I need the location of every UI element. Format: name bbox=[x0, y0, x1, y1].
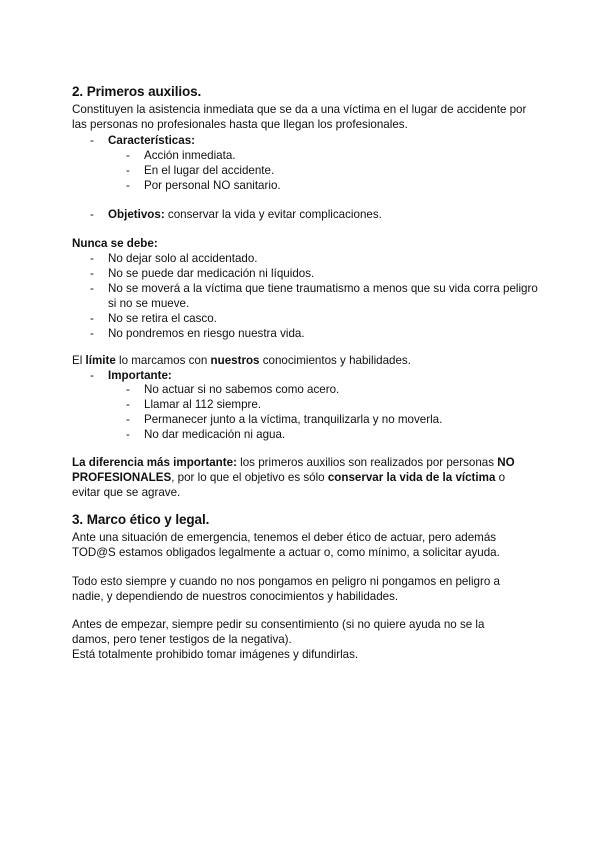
section-3-paragraph-1: Ante una situación de emergencia, tenemos el deber ético de actuar, pero además TOD@S estamos obligados legalmente a actuar o, como mínimo, a solicitar ayuda. bbox=[72, 531, 500, 559]
section-3-paragraph-4: Está totalmente prohibido tomar imágenes y difundirlas. bbox=[72, 648, 359, 661]
importante-item: Permanecer junto a la víctima, tranquilizarla y no moverla. bbox=[144, 413, 443, 426]
importante-item: No dar medicación ni agua. bbox=[144, 428, 286, 441]
nunca-item-continuation: si no se mueve. bbox=[108, 297, 190, 310]
bullet-dash: - bbox=[126, 179, 130, 192]
bullet-dash: - bbox=[90, 208, 94, 221]
objetivos-line bbox=[108, 207, 382, 222]
nunca-item: No se moverá a la víctima que tiene traumatismo a menos que su vida corra peligro bbox=[108, 282, 538, 295]
conservar-vida-bold: conservar la vida de la víctima bbox=[327, 471, 496, 484]
diferencia-paragraph bbox=[72, 455, 534, 500]
nunca-label: Nunca se debe: bbox=[72, 237, 158, 250]
caracteristicas-label: Características: bbox=[108, 134, 196, 147]
limite-pre: El bbox=[72, 354, 86, 367]
bullet-dash: - bbox=[126, 428, 130, 441]
bullet-dash: - bbox=[90, 267, 94, 280]
bullet-dash: - bbox=[90, 134, 94, 147]
caracteristica-item: En el lugar del accidente. bbox=[144, 164, 275, 177]
objetivos-text: conservar la vida y evitar complicaciones. bbox=[164, 208, 382, 221]
section-3-paragraph-3: Antes de empezar, siempre pedir su consentimiento (si no quiere ayuda no se la damos, pero tener testigos de la negativa). bbox=[72, 618, 485, 646]
limite-bold: límite bbox=[85, 354, 116, 367]
limite-post: conocimientos y habilidades. bbox=[259, 354, 411, 367]
bullet-dash: - bbox=[126, 383, 130, 396]
bullet-dash: - bbox=[90, 282, 94, 295]
diferencia-text-2: , por lo que el objetivo es sólo bbox=[171, 471, 328, 484]
bullet-dash: - bbox=[126, 413, 130, 426]
importante-label: Importante: bbox=[108, 369, 172, 382]
caracteristica-item: Acción inmediata. bbox=[144, 149, 236, 162]
limite-paragraph bbox=[72, 353, 542, 368]
section-3-heading: 3. Marco ético y legal. bbox=[72, 512, 210, 527]
nunca-item: No se puede dar medicación ni líquidos. bbox=[108, 267, 315, 280]
no-profesionales-bold: NO PROFESIONALES bbox=[72, 456, 515, 484]
nunca-item: No pondremos en riesgo nuestra vida. bbox=[108, 327, 305, 340]
caracteristica-item: Por personal NO sanitario. bbox=[144, 179, 281, 192]
diferencia-text-3: o evitar que se agrave. bbox=[72, 471, 506, 499]
nunca-item: No dejar solo al accidentado. bbox=[108, 252, 258, 265]
bullet-dash: - bbox=[126, 149, 130, 162]
bullet-dash: - bbox=[90, 369, 94, 382]
bullet-dash: - bbox=[90, 327, 94, 340]
nunca-item: No se retira el casco. bbox=[108, 312, 217, 325]
section-3-paragraph-2: Todo esto siempre y cuando no nos pongamos en peligro ni pongamos en peligro a nadie, y dependiendo de nuestros conocimientos y habilidades. bbox=[72, 575, 500, 603]
nuestros-bold: nuestros bbox=[210, 354, 260, 367]
diferencia-label: La diferencia más importante: bbox=[72, 456, 237, 469]
bullet-dash: - bbox=[126, 398, 130, 411]
diferencia-text-1: los primeros auxilios son realizados por personas bbox=[236, 456, 498, 469]
section-2-heading: 2. Primeros auxilios. bbox=[72, 84, 202, 99]
limite-mid: lo marcamos con bbox=[115, 354, 211, 367]
bullet-dash: - bbox=[90, 252, 94, 265]
bullet-dash: - bbox=[126, 164, 130, 177]
bullet-dash: - bbox=[90, 312, 94, 325]
objetivos-label: Objetivos: bbox=[108, 208, 165, 221]
importante-item: Llamar al 112 siempre. bbox=[144, 398, 262, 411]
importante-item: No actuar si no sabemos como acero. bbox=[144, 383, 340, 396]
section-2-intro: Constituyen la asistencia inmediata que se da a una víctima en el lugar de accidente por las personas no profesionales hasta que llegan los profesionales. bbox=[72, 103, 527, 131]
